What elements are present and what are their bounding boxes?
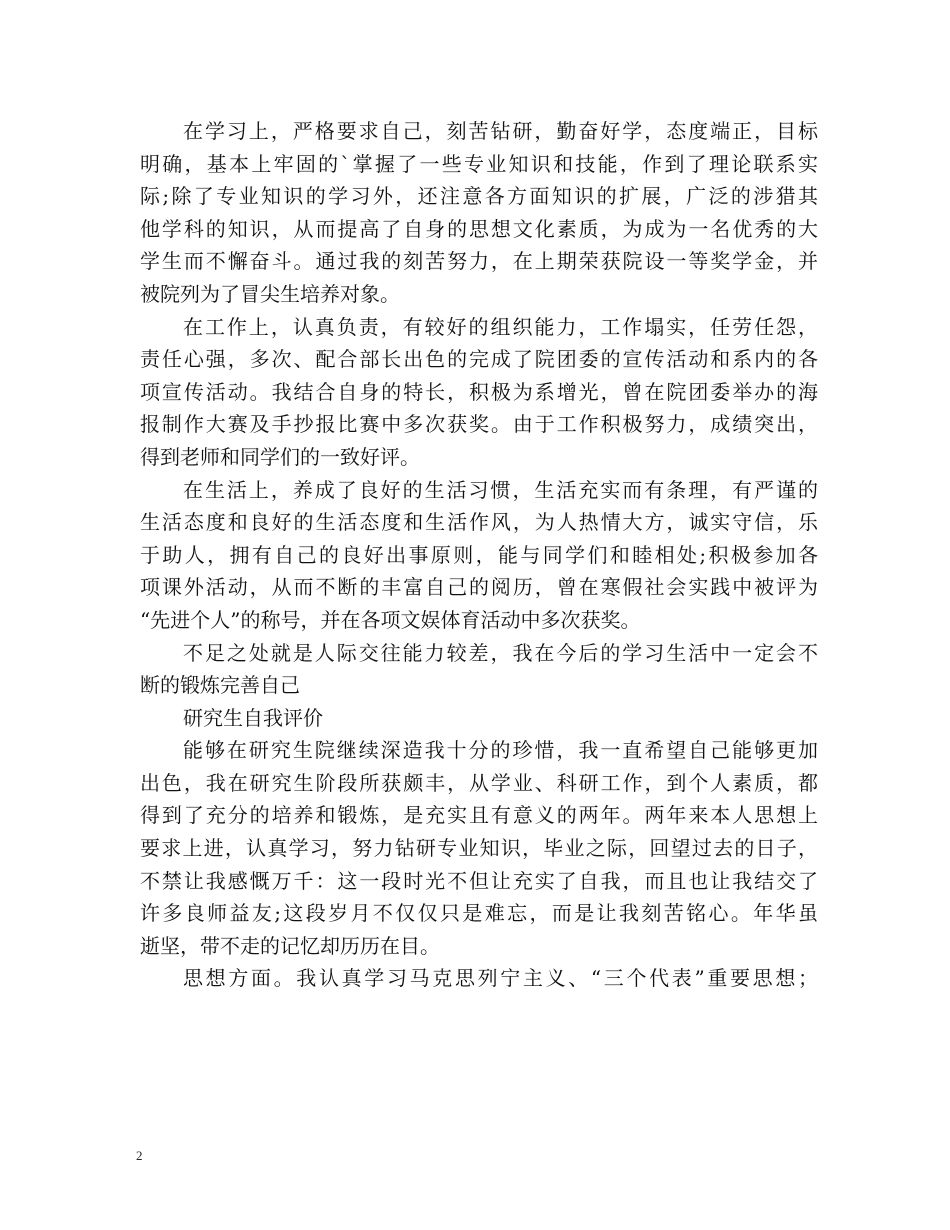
text-line: 许多良师益友;这段岁月不仅仅只是难忘，而是让我刻苦铭心。年华虽 <box>140 901 818 926</box>
text-line: 学生而不懈奋斗。通过我的刻苦努力，在上期荣获院设一等奖学金，并 <box>140 249 818 274</box>
text-line: 他学科的知识，从而提高了自身的思想文化素质，为成为一名优秀的大 <box>140 216 818 241</box>
text-line: 际;除了专业知识的学习外，还注意各方面知识的扩展，广泛的涉猎其 <box>140 184 818 209</box>
text-line: 在学习上，严格要求自己，刻苦钻研，勤奋好学，态度端正，目标 <box>183 119 818 143</box>
text-line: 项课外活动，从而不断的丰富自己的阅历，曾在寒假社会实践中被评为 <box>140 575 818 600</box>
text-line: 生活态度和良好的生活态度和生活作风，为人热情大方，诚实守信，乐 <box>140 510 818 535</box>
text-line: 不足之处就是人际交往能力较差，我在今后的学习生活中一定会不 <box>183 640 818 665</box>
text-line: 要求上进，认真学习，努力钻研专业知识，毕业之际，回望过去的日子， <box>140 836 818 861</box>
text-line: 出色，我在研究生阶段所获颇丰，从学业、科研工作，到个人素质，都 <box>140 770 818 795</box>
text-line: 得到了充分的培养和锻炼，是充实且有意义的两年。两年来本人思想上 <box>140 803 818 828</box>
text-line: 研究生自我评价 <box>183 705 323 730</box>
text-line: 项宣传活动。我结合自身的特长，积极为系增光，曾在院团委举办的海 <box>140 379 818 404</box>
text-line: 在工作上，认真负责，有较好的组织能力，工作塌实，任劳任怨， <box>183 314 818 339</box>
text-line: 逝坚，带不走的记忆却历历在目。 <box>140 933 440 958</box>
text-line: 断的锻炼完善自己 <box>140 673 300 698</box>
text-line: 能够在研究生院继续深造我十分的珍惜，我一直希望自己能够更加 <box>183 738 818 763</box>
document-body <box>140 115 818 995</box>
text-line: “先进个人”的称号，并在各项文娱体育活动中多次获奖。 <box>140 607 641 632</box>
text-line: 明确，基本上牢固的`掌握了一些专业知识和技能，作到了理论联系实 <box>140 151 818 176</box>
text-line: 得到老师和同学们的一致好评。 <box>140 444 420 469</box>
text-line: 在生活上，养成了良好的生活习惯，生活充实而有条理，有严谨的 <box>183 477 818 502</box>
text-line: 报制作大赛及手抄报比赛中多次获奖。由于工作积极努力，成绩突出， <box>140 412 818 437</box>
page-number: 2 <box>136 1148 143 1163</box>
text-line: 不禁让我感慨万千：这一段时光不但让充实了自我，而且也让我结交了 <box>140 868 818 893</box>
text-line: 被院列为了冒尖生培养对象。 <box>140 281 400 306</box>
text-line: 于助人，拥有自己的良好出事原则，能与同学们和睦相处;积极参加各 <box>140 542 818 567</box>
text-line: 责任心强，多次、配合部长出色的完成了院团委的宣传活动和系内的各 <box>140 347 818 372</box>
text-line: 思想方面。我认真学习马克思列宁主义、“三个代表”重要思想； <box>183 966 818 991</box>
